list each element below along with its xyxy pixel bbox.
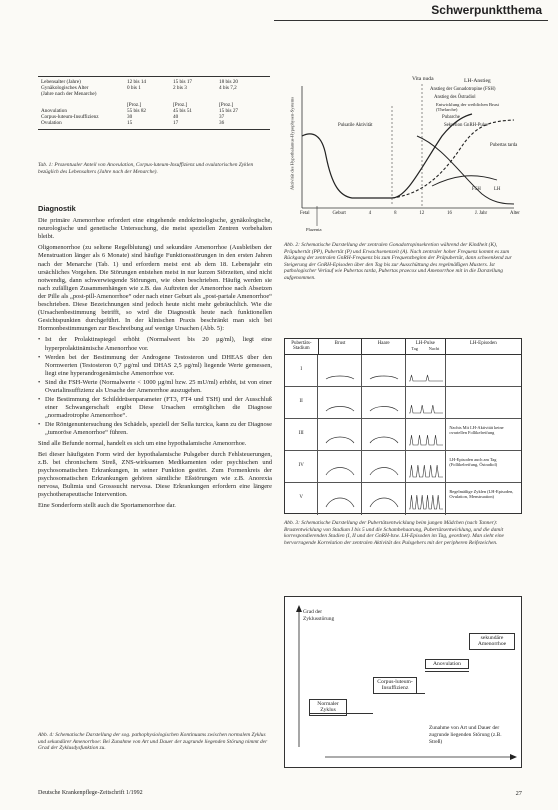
x-tick-label: 4: [368, 211, 372, 216]
page-header-title: Schwerpunktthema: [431, 3, 542, 17]
stage-label: V: [285, 483, 318, 515]
bullet-item: [38, 336, 272, 352]
figure-3-subheader-label: Nacht: [428, 346, 440, 351]
stage-label: II: [285, 387, 318, 418]
fig2-label: Entwicklung der weiblichen Brust (Thelarche): [436, 102, 499, 113]
lh-episode-note: Regelmäßige Zyklen (LH-Episoden, Ovulation, Menstruation): [449, 489, 514, 499]
x-tick-label: Fetal: [300, 211, 310, 216]
paragraph: Bei dieser häufigsten Form wird der hypothalamische Pulsgeber durch Fehlsteuerungen, z.B. bei chronischem Streß, ZNS-wirksamen Medikamenten oder psychischen und psychosomatischen Erkrankungen, in seiner Funktion gestört. Zum Formenkreis der psychosomatischen Erkrankungen gehören sämtliche Eßstörungen wie z.B. Anorexia nervosa, Bulimia und Grosssucht nervosa. Diese Erkrankungen erfordern eine längere psychotherapeutische Intervention.: [38, 450, 272, 499]
figure-3-subheader: [406, 346, 445, 351]
figure-3-stage-row: [285, 451, 521, 483]
table-cell: [Proz.]: [219, 101, 234, 108]
figure-4-caption: Abb. 4: Schematische Darstellung der sog. pathophysiologischen Kontinuums zwischen normalem Zyklus und sekundärer Amenorrhoe: Bei Zunahme von Art und Dauer der zugrunde liegenden Störung nimmt der Grad der Zyklusdysfunktion zu.: [38, 732, 268, 752]
bullet-text: Werden bei der Bestimmung der Androgene Testosteron und DHEAS über den Normwerten (Testosteron 0,7 µg/ml und DHAS 2,5 µg/ml) liegende Werte gemessen, liegt eine hyperandrogenämische Amenorrhoe vor.: [45, 353, 272, 377]
bullet-item: [38, 379, 272, 395]
bullet-icon: •: [38, 421, 41, 429]
figure-2-caption: Abb. 2: Schematische Darstellung der zentralen Gonadotropinsekretion während der Kindheit (K), Präpubertät (PP), Pubertät (P) und Erwachsenenzeit (A). Nach zentraler hoher Frequenz kommt es zum Rückgang der zentralen GnRH-Frequenz bis zum Frequenzbeginn der Präpubertät, dann schwenkend zur Steigerung der GnRH-Episoden über den Tag bis zur Ausschüttung des regelmäßigen Musters. Ist pathologischer Verlauf wie Pubertas tarda, Pubertas praecox und Amenorrhoe mit in die Darstellung aufgenommen.: [284, 242, 512, 281]
paragraph: Die primäre Amenorrhoe erfordert eine eingehende endokrinologische, gynäkologische, neurologische und genetische Untersuchung, die meist speziellen Zentren vorbehalten bleibt.: [38, 217, 272, 241]
figure-3-stage-row: [285, 387, 521, 419]
table-cell: 30: [127, 114, 133, 121]
hair-sketch-icon: [362, 387, 406, 418]
table-cell: (Jahre nach der Menarche): [41, 91, 97, 98]
step-box: Anovulation: [425, 659, 469, 669]
lh-pulse-chart-icon: [406, 483, 446, 515]
figure-2: [282, 76, 522, 236]
paragraph: Eine Sonderform stellt auch die Sportamenorrhoe dar.: [38, 502, 176, 510]
fig2-y-label: Aktivität des Hypothalamus-Hypophysen-Systems: [289, 96, 295, 191]
figure-4-axis-label: Grad der Zyklusstörung: [303, 609, 335, 622]
stage-label: IV: [285, 451, 318, 482]
step-box: Corpus-luteum-Insuffizienz: [373, 677, 417, 694]
table-cell: 15 bis 27: [219, 107, 239, 114]
table-cell: 36: [219, 120, 225, 127]
bullet-text: Die Bestimmung der Schilddrüsenparameter (FT3, FT4 und TSH) und der Ausschluß einer Schwangerschaft ergibt Diese Ursachen ermöglichen die Diagnose „normadrotrophe Amenorrhoe“.: [45, 396, 272, 420]
table-cell: [170, 91, 216, 97]
bullet-list: [38, 336, 272, 437]
lh-pulse-chart-icon: [406, 419, 446, 450]
fig2-x-ticks: [300, 210, 520, 217]
figure-3-column-header: Pubertäts-Stadium: [285, 339, 319, 354]
fig2-label: Vita nuda: [412, 76, 434, 82]
breast-sketch-icon: [318, 451, 362, 482]
stage-label: III: [285, 419, 318, 450]
lh-pulse-chart-icon: [406, 451, 446, 482]
lh-episode-note: LH-Episoden auch am Tag (Follikelreifung, Östradiol): [449, 457, 498, 467]
bullet-item: [38, 354, 272, 378]
bullet-item: [38, 421, 272, 437]
table-cell: [216, 91, 262, 97]
table-row: [38, 120, 262, 126]
figure-4-bottom-label: Zunahme von Art und Dauer der zugrunde liegenden Störung (z.B. Streß): [429, 725, 502, 745]
fig2-label: Sekretion GnRH-Pulse: [444, 123, 489, 128]
fig2-side-label: Plazenta: [306, 227, 322, 232]
figure-3: [284, 338, 522, 514]
step-box: sekundäre Amenorrhoe: [469, 633, 515, 650]
table-cell: 40: [173, 114, 179, 121]
lh-episode-note: [446, 387, 521, 418]
table-cell: 37: [219, 114, 225, 121]
bullet-icon: •: [38, 396, 41, 404]
table-1-caption: Tab. 1: Prozentualer Anteil von Anovulation, Corpus-luteum-Insuffizienz und ovulatorischen Zyklen bezüglich des Lebensalters (Jahre nach der Menarche).: [38, 162, 254, 175]
x-tick-label: 8: [394, 211, 397, 216]
table-cell: 2 bis 3: [173, 85, 187, 92]
table-1: [38, 76, 270, 126]
bullet-item: [38, 396, 272, 420]
table-cell: Ovulation: [41, 120, 62, 127]
fig2-label: Pubarche: [442, 115, 460, 120]
table-cell: Anovulation: [41, 107, 67, 114]
lh-pulse-chart-icon: [406, 355, 446, 386]
bullet-text: Die Röntgenuntersuchung des Schädels, speziell der Sella turcica, kann zu der Diagnose „tumoröse Amenorrhoe“ führen.: [45, 421, 272, 437]
table-row: [38, 91, 262, 97]
x-tick-label: Alter: [510, 211, 520, 216]
paragraph: Oligomenorrhoe (zu seltene Regelblutung) und sekundäre Amenorrhoe (Ausbleiben der Menstruation länger als 6 Monate) sind häufige Funktionsstörungen in den ersten Jahren nach der Menarche (Tab. 1) und erfordern meist erst ab dem 18. Lebensjahr ein ursächliches Vorgehen. Die Störungen entstehen meist in nur kurzen Störzeiten, sind nicht notwendig, dann schwerwiegende Störungen, wie oben beschrieben. Häufig werden sie nach zufälligen Zusammenhängen wie z.B. das Auftreten der Amenorrhoe nach Absetzen der Pille als „post-pill-Amenorrhoe“ oder nach einer Geburt als „post-partale Amenorrhoe“ beschrieben. Diese Bezeichnungen sind jedoch heute nicht mehr gebräuchlich. Wie die (Ursachenbestimmung betrifft, so wird die Diagnostik heute nach funktionellen Gesichtspunkten durchgeführt. In der klinischen Praxis beschränkt man sich bei Hormonbestimmungen zur Beschreibung auf wenige Ursachen (Abb. 5):: [38, 244, 272, 333]
footer-journal: Deutsche Krankenpflege-Zeitschrift 1/1992: [38, 790, 143, 796]
breast-sketch-icon: [318, 387, 362, 418]
fig2-curve-label: FSH: [472, 187, 481, 192]
figure-3-stage-row: [285, 483, 521, 515]
bullet-icon: •: [38, 336, 41, 344]
bullet-text: Ist der Prolaktinspiegel erhöht (Normalwert bis 20 µg/ml), liegt eine hyperprolaktinämische Amenorrhoe vor.: [45, 336, 272, 352]
figure-3-header-row: [285, 339, 521, 355]
figure-3-column-header: Haare: [362, 339, 406, 354]
paragraph: Sind alle Befunde normal, handelt es sich um eine hypothalamische Amenorrhoe.: [38, 439, 247, 447]
figure-3-rows: [285, 355, 521, 515]
lh-episode-note: Nachts Mit LH-Aktivität keine ovariellen Follikelreifung: [449, 425, 504, 435]
table-cell: Corpus-luteum-Insuffizienz: [41, 114, 99, 121]
x-tick-label: 12: [419, 211, 425, 216]
fig2-label: Anstieg der Gonadotropine (FSH): [430, 87, 496, 92]
hair-sketch-icon: [362, 419, 406, 450]
figure-3-column-header: LH-Episoden: [469, 341, 497, 346]
table-cell: [124, 91, 170, 97]
figure-3-subheader-label: Tag: [411, 346, 418, 351]
fig2-label: Anstieg des Östradiol: [434, 95, 476, 100]
lh-episode-note: [446, 355, 521, 386]
footer-page-number: 27: [515, 790, 522, 797]
stage-label: I: [285, 355, 318, 386]
fig2-label: LH-Anstieg: [464, 78, 491, 84]
x-tick-label: Geburt: [332, 211, 346, 216]
table-cell: 45 bis 51: [173, 107, 193, 114]
figure-3-stage-row: [285, 355, 521, 387]
table-cell: 17: [173, 120, 179, 127]
section-heading: Diagnostik: [38, 204, 76, 213]
header-rule: [274, 20, 548, 21]
hair-sketch-icon: [362, 451, 406, 482]
figure-3-stage-row: [285, 419, 521, 451]
table-cell: 0 bis 1: [127, 85, 141, 92]
figure-4: [284, 596, 522, 768]
table-cell: [Proz.]: [173, 101, 188, 108]
hair-sketch-icon: [362, 355, 406, 386]
fig2-curve-label: Pubertas tarda: [490, 143, 518, 148]
breast-sketch-icon: [318, 483, 362, 515]
lh-pulse-chart-icon: [406, 387, 446, 418]
x-tick-label: 16: [447, 211, 452, 216]
table-cell: 4 bis 7,2: [219, 85, 237, 92]
table-cell: 15: [127, 120, 133, 127]
table-cell: 15 bis 17: [173, 79, 193, 85]
x-tick-label: J. Jahr: [474, 211, 488, 216]
table-cell: 18 bis 20: [219, 79, 239, 85]
bullet-text: Sind die FSH-Werte (Normalwerte < 1000 µg/ml bzw. 25 mU/ml) erhöht, ist von einer Ovarialinsuffizienz als Ursache der Amenorrhoe auszugehen.: [45, 378, 272, 394]
table-cell: Gynäkologisches Alter: [41, 85, 89, 92]
bullet-icon: •: [38, 378, 41, 386]
step-box: Normaler Zyklus: [309, 699, 347, 716]
hair-sketch-icon: [362, 483, 406, 515]
table-cell: 12 bis 14: [127, 79, 147, 85]
breast-sketch-icon: [318, 419, 362, 450]
fig2-curve-label: LH: [494, 187, 501, 192]
breast-sketch-icon: [318, 355, 362, 386]
fig2-side-label: Pulsatile Aktivität: [338, 123, 373, 128]
figure-3-column-header: LH-Pulse Tag Nacht: [406, 339, 446, 354]
diagnostik-section: [38, 205, 272, 513]
table-cell: 55 bis 82: [127, 107, 147, 114]
bullet-icon: •: [38, 353, 41, 361]
table-cell: [Proz.]: [127, 101, 142, 108]
table-cell: Lebensalter (Jahre): [41, 79, 81, 85]
figure-3-column-header: Brust: [319, 339, 363, 354]
figure-3-caption: Abb. 3: Schematische Darstellung der Pubertätsentwicklung beim jungen Mädchen (nach Tanner): Brustentwicklung von Stadium I bis 5 und die Schambehaarung, Pubertätsentwicklung, und die damit korrespondierenden Stadien (I, II und der GnRH-bzw. LH-Episoden im Tag, geordnet). Man sieht eine hervorragende Korrelation der zentralen Aktivität des Pulsgebers mit der peripheren Reifezeichen.: [284, 520, 504, 546]
